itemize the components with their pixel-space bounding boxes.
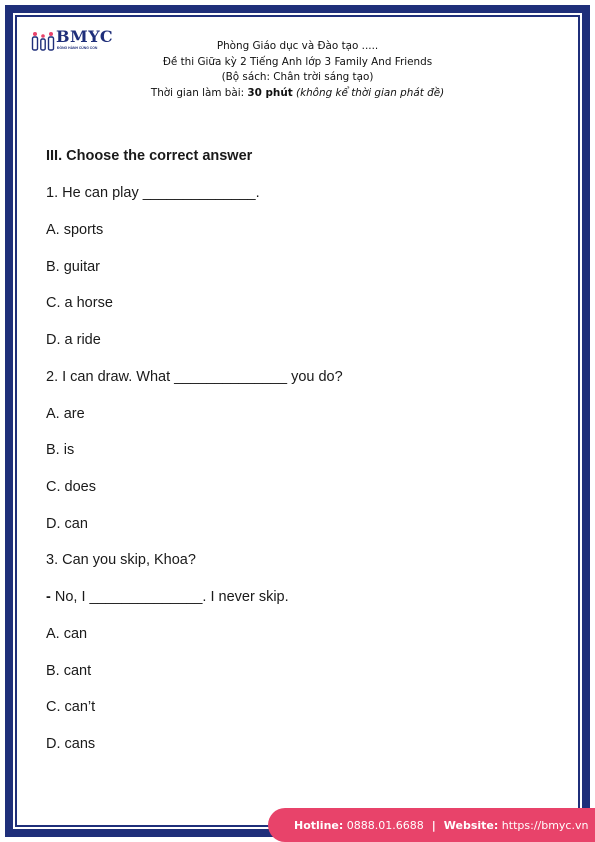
family-logo-icon (31, 31, 55, 51)
header-line-exam-title: Đề thi Giữa kỳ 2 Tiếng Anh lớp 3 Family And Friends (162, 55, 433, 68)
option-1d: D. a ride (46, 332, 101, 348)
option-1c: C. a horse (46, 295, 113, 311)
option-1b: B. guitar (46, 259, 100, 275)
logo-tagline: ĐỒNG HÀNH CÙNG CON (57, 46, 98, 50)
reply-dash: - (46, 589, 51, 605)
reply-text: No, I ______________. I never skip. (50, 589, 289, 605)
website-link[interactable]: https://bmyc.vn (501, 818, 589, 832)
option-1a: A. sports (46, 222, 104, 238)
option-3a: A. can (46, 626, 88, 642)
option-2b: B. is (46, 442, 75, 458)
header-line-book: (Bộ sách: Chân trời sáng tạo) (221, 71, 374, 84)
option-3d: D. cans (46, 736, 96, 752)
document-header (100, 39, 495, 101)
option-2c: C. does (46, 479, 96, 495)
website-label: Website: (443, 818, 499, 832)
hotline-number[interactable]: 0888.01.6688 (346, 818, 424, 832)
option-2d: D. can (46, 516, 88, 532)
time-note: (không kể thời gian phát đề) (296, 86, 445, 99)
section-title: III. Choose the correct answer (46, 148, 253, 164)
page-body (17, 17, 578, 825)
hotline-label: Hotline: (294, 818, 344, 832)
option-2a: A. are (46, 406, 85, 422)
footer-separator: | (431, 818, 436, 832)
header-line-department: Phòng Giáo dục và Đào tạo ..... (216, 40, 379, 52)
option-3c: C. can’t (46, 699, 96, 715)
header-line-time (100, 86, 495, 102)
question-3: 3. Can you skip, Khoa? (46, 552, 196, 568)
contact-footer (268, 808, 595, 842)
time-value: 30 phút (247, 86, 293, 99)
question-1: 1. He can play ______________. (46, 185, 260, 201)
question-2: 2. I can draw. What ______________ you do? (46, 369, 343, 385)
question-3-reply (46, 589, 289, 605)
option-3b: B. cant (46, 663, 92, 679)
logo-text: BMYC (56, 27, 114, 46)
time-label: Thời gian làm bài: (150, 86, 248, 99)
